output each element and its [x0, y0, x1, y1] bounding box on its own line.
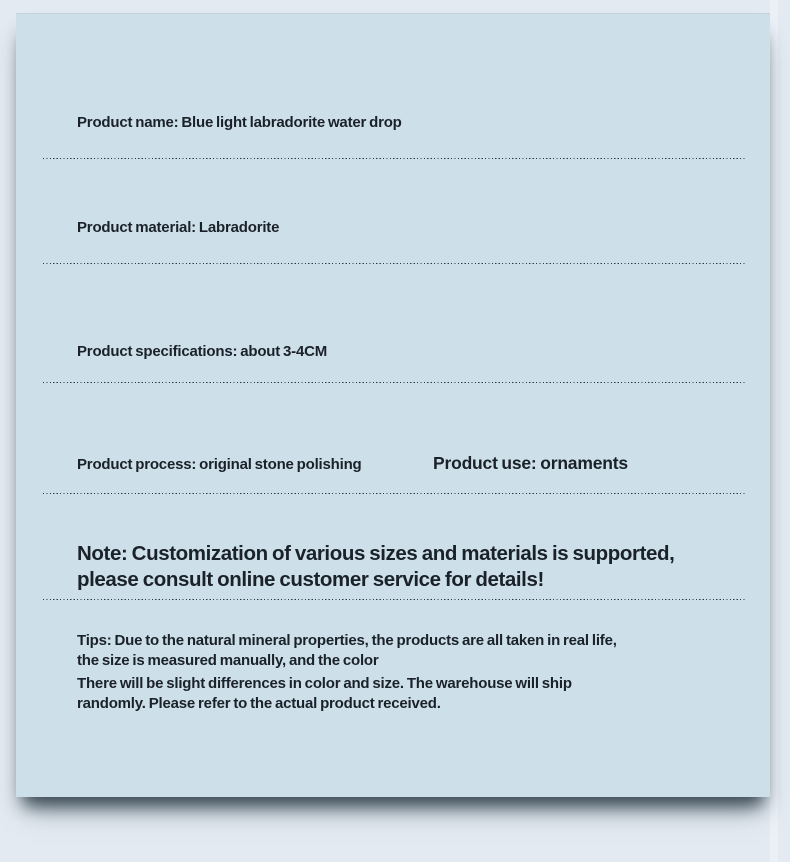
- divider-dotted-2: [43, 263, 745, 265]
- product-material-text: Product material: Labradorite: [77, 219, 280, 236]
- tips-p1-line-1: Tips: Due to the natural mineral properties, the products are all taken in real life,: [77, 632, 617, 649]
- tips-p2-line-2: randomly. Please refer to the actual product received.: [77, 694, 441, 712]
- product-specifications-text: Product specifications: about 3-4CM: [77, 343, 328, 360]
- product-process-text: Product process: original stone polishing: [77, 456, 362, 473]
- note-line-2: please consult online customer service for details!: [77, 567, 544, 591]
- note-block: [77, 541, 674, 592]
- product-info-card: [16, 13, 770, 797]
- divider-dotted-5: [43, 599, 745, 601]
- product-use-text: Product use: ornaments: [433, 453, 628, 473]
- tips-p2-line-1: There will be slight differences in color and size. The warehouse will ship: [77, 675, 572, 692]
- tips-paragraph-1: [77, 631, 617, 670]
- tips-paragraph-2: [77, 674, 572, 713]
- note-line-1: Note: Customization of various sizes and materials is supported,: [77, 542, 675, 565]
- tips-p1-line-2: the size is measured manually, and the color: [77, 651, 379, 669]
- divider-dotted-4: [43, 493, 745, 495]
- page-edge-strip: [770, 0, 778, 862]
- divider-dotted-1: [43, 158, 745, 160]
- divider-dotted-3: [43, 382, 745, 384]
- product-name-text: Product name: Blue light labradorite water drop: [77, 114, 402, 131]
